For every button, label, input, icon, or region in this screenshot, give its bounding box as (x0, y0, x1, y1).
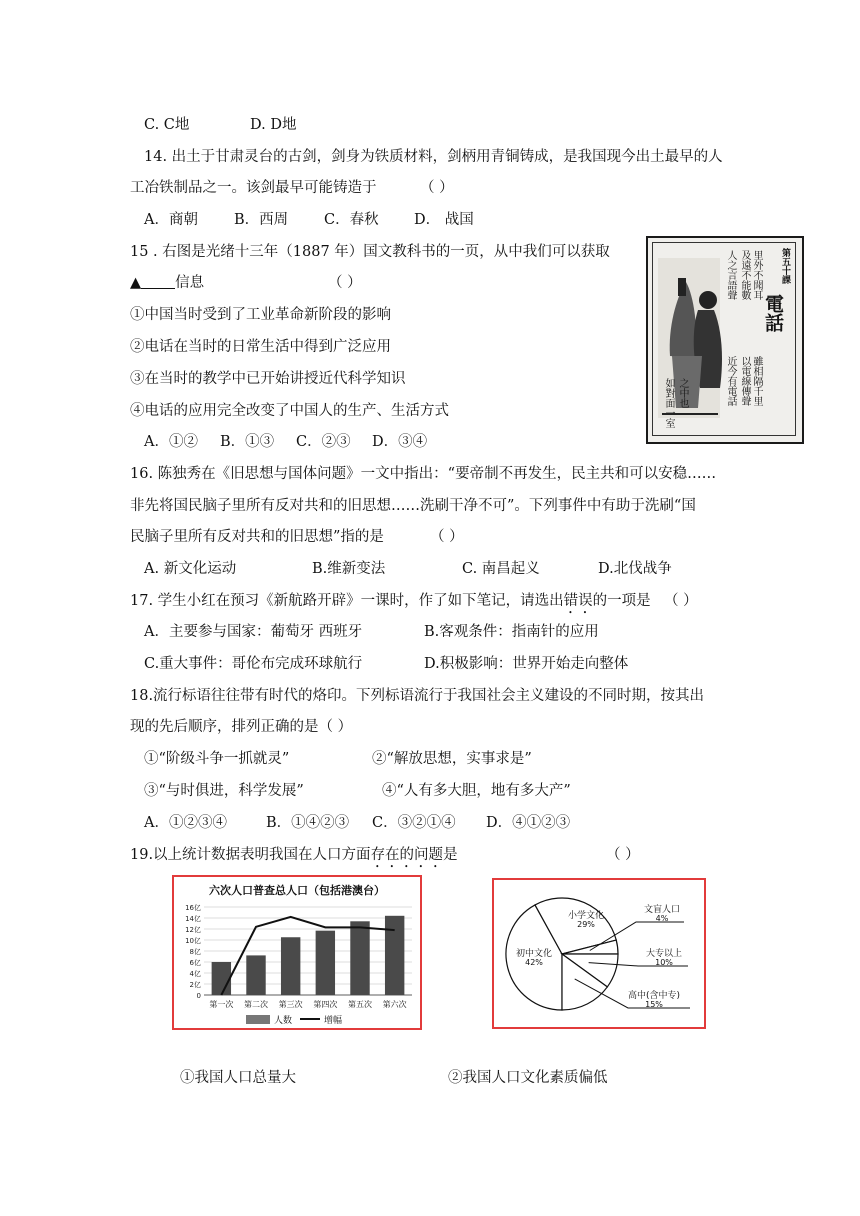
q19-line-post: 是 (443, 847, 458, 863)
q17-option-b: B.客观条件：指南针的应用 (424, 624, 599, 640)
y-tick-label: 10亿 (185, 937, 201, 945)
q17-line-1 (130, 591, 651, 617)
pie-pct-label: 29% (577, 920, 595, 929)
q14-answer-paren: （ ） (420, 180, 454, 196)
q18-option-c: C．③②①④ (372, 815, 456, 831)
q15-line-1: 15 . 右图是光绪十三年（1887 年）国文教科书的一页，从中我们可以获取 (130, 244, 610, 260)
lesson-body-col-2: 及遠不能數 (739, 250, 750, 300)
q14-option-d: D． 战国 (414, 212, 474, 228)
legend-label-line: 增幅 (324, 1016, 343, 1026)
bar-chart-svg (174, 877, 420, 1028)
pie-chart-svg (494, 880, 704, 1027)
q15-blank-triangle: ▲ (130, 275, 142, 291)
q14-option-a: A．商朝 (144, 212, 198, 228)
q13-option-c: C. C地 (144, 117, 190, 133)
q17-emphasis: 错误 (563, 593, 593, 609)
q15-line-2 (130, 273, 204, 293)
q15-item-2: ②电话在当时的日常生活中得到广泛应用 (130, 339, 391, 355)
bar-2 (246, 955, 265, 995)
q15-line-2-text: 信息 (175, 275, 205, 291)
bar-chart-title: 六次人口普查总人口（包括港澳台） (209, 884, 385, 897)
lesson-heading: 第五十課 (780, 248, 790, 284)
textbook-page-image (646, 236, 804, 444)
x-tick-label: 第六次 (382, 1000, 407, 1009)
q18-option-b: B．①④②③ (266, 815, 350, 831)
q14-line-2: 工冶铁制品之一。该剑最早可能铸造于 (130, 180, 377, 196)
q16-option-a: A. 新文化运动 (144, 561, 237, 577)
y-tick-label: 14亿 (185, 915, 201, 923)
pie-label: 小学文化 (567, 911, 605, 921)
y-tick-label: 4亿 (189, 970, 201, 978)
q19-statement-1: ①我国人口总量大 (180, 1070, 296, 1086)
pie-label: 高中(含中专) (627, 991, 681, 1001)
q14-option-b: B．西周 (234, 212, 289, 228)
x-tick-label: 第四次 (313, 1000, 338, 1009)
x-tick-label: 第二次 (244, 1000, 268, 1009)
bar-6 (385, 916, 404, 995)
y-tick-label: 6亿 (189, 959, 201, 967)
q15-item-4: ④电话的应用完全改变了中国人的生产、生活方式 (130, 403, 449, 419)
q17-answer-paren: （ ） (664, 593, 698, 609)
q19-line-1 (130, 845, 458, 871)
legend-swatch-bar (246, 1015, 270, 1024)
education-pie-chart (492, 878, 706, 1029)
q18-line-2: 现的先后顺序，排列正确的是（ ） (130, 719, 353, 735)
q14-option-c: C．春秋 (324, 212, 379, 228)
x-tick-label: 第三次 (278, 1000, 303, 1009)
y-tick-label: 8亿 (189, 948, 201, 956)
q18-item-3: ③“与时俱进，科学发展” (144, 783, 304, 799)
bar-1 (212, 962, 231, 995)
y-tick-label: 0 (196, 992, 201, 1000)
q16-line-3: 民脑子里所有反对共和的旧思想”指的是 (130, 529, 384, 545)
lesson-body-col-5: 以電線傳聲 (739, 356, 750, 406)
pie-pct-label: 10% (655, 958, 673, 967)
q17-option-c: C.重大事件：哥伦布完成环球航行 (144, 656, 363, 672)
q19-statement-2: ②我国人口文化素质偏低 (448, 1070, 608, 1086)
q15-option-a: A．①② (144, 434, 198, 450)
q15-item-3: ③在当时的教学中已开始讲授近代科学知识 (130, 371, 406, 387)
q18-option-a: A．①②③④ (144, 815, 227, 831)
lesson-body-col-3: 里外不聞耳 (751, 250, 762, 300)
q16-line-2: 非先将国民脑子里所有反对共和的旧思想……洗刷干净不可”。下列事件中有助于洗刷“国 (130, 498, 696, 514)
q15-option-c: C．②③ (296, 434, 351, 450)
lesson-body-col-1: 人之言語聲 (725, 250, 736, 300)
q18-item-1: ①“阶级斗争一抓就灵” (144, 751, 290, 767)
bar-3 (281, 937, 300, 995)
x-tick-label: 第五次 (348, 1000, 372, 1009)
q18-item-4: ④“人有多大胆，地有多大产” (382, 783, 571, 799)
lesson-body-col-8: 之中也 (677, 378, 688, 408)
q18-option-d: D．④①②③ (486, 815, 571, 831)
q18-line-1: 18.流行标语往往带有时代的烙印。下列标语流行于我国社会主义建设的不同时期，按其出 (130, 688, 705, 704)
lesson-body-col-6: 雖相隔千里 (751, 356, 762, 406)
q15-blank-underline (141, 274, 175, 289)
bar-5 (350, 921, 369, 995)
pie-label: 初中文化 (515, 949, 553, 959)
y-tick-label: 16亿 (185, 904, 201, 912)
y-tick-label: 2亿 (189, 981, 201, 989)
q16-option-b: B.维新变法 (312, 561, 386, 577)
lesson-body-col-4: 近今有電話 (725, 356, 736, 406)
q13-option-d: D. D地 (250, 117, 297, 133)
q16-option-d: D.北伐战争 (598, 561, 672, 577)
q17-option-a: A．主要参与国家：葡萄牙 西班牙 (144, 624, 363, 640)
q17-option-d: D.积极影响：世界开始走向整体 (424, 656, 629, 672)
q19-answer-paren: （ ） (606, 847, 640, 863)
q17-line-1-pre: 17. 学生小红在预习《新航路开辟》一课时，作了如下笔记，请选出 (130, 593, 564, 609)
q14-line-1: 14. 出土于甘肃灵台的古剑，剑身为铁质材料，剑柄用青铜铸成，是我国现今出土最早的人 (144, 149, 723, 165)
q19-line-pre: 19.以上统计数据表明我国在人口方面 (130, 847, 371, 863)
q19-emphasis: 存在的问题 (370, 847, 444, 863)
q16-line-1: 16. 陈独秀在《旧思想与国体问题》一文中指出：“要帝制不再发生，民主共和可以安稳…… (130, 466, 717, 482)
q16-answer-paren: （ ） (430, 529, 464, 545)
q15-option-d: D．③④ (372, 434, 428, 450)
lesson-body-col-7: 如對面一室 (663, 378, 674, 428)
q15-item-1: ①中国当时受到了工业革命新阶段的影响 (130, 307, 391, 323)
q15-option-b: B．①③ (220, 434, 275, 450)
pie-label: 文盲人口 (643, 905, 681, 915)
y-tick-label: 12亿 (185, 926, 201, 934)
pie-pct-label: 42% (525, 958, 543, 967)
pie-pct-label: 15% (645, 1000, 663, 1009)
q18-item-2: ②“解放思想，实事求是” (372, 751, 532, 767)
bar-4 (316, 931, 335, 995)
population-bar-chart (172, 875, 422, 1030)
q16-option-c: C. 南昌起义 (462, 561, 540, 577)
pie-label: 大专以上 (645, 949, 683, 959)
legend-label-bar: 人数 (274, 1016, 293, 1026)
q15-answer-paren: （ ） (328, 275, 362, 291)
x-tick-label: 第一次 (209, 1000, 234, 1009)
lesson-title: 電話 (762, 294, 784, 332)
pie-pct-label: 4% (655, 914, 669, 923)
q17-line-1-post: 的一项是 (592, 593, 651, 609)
